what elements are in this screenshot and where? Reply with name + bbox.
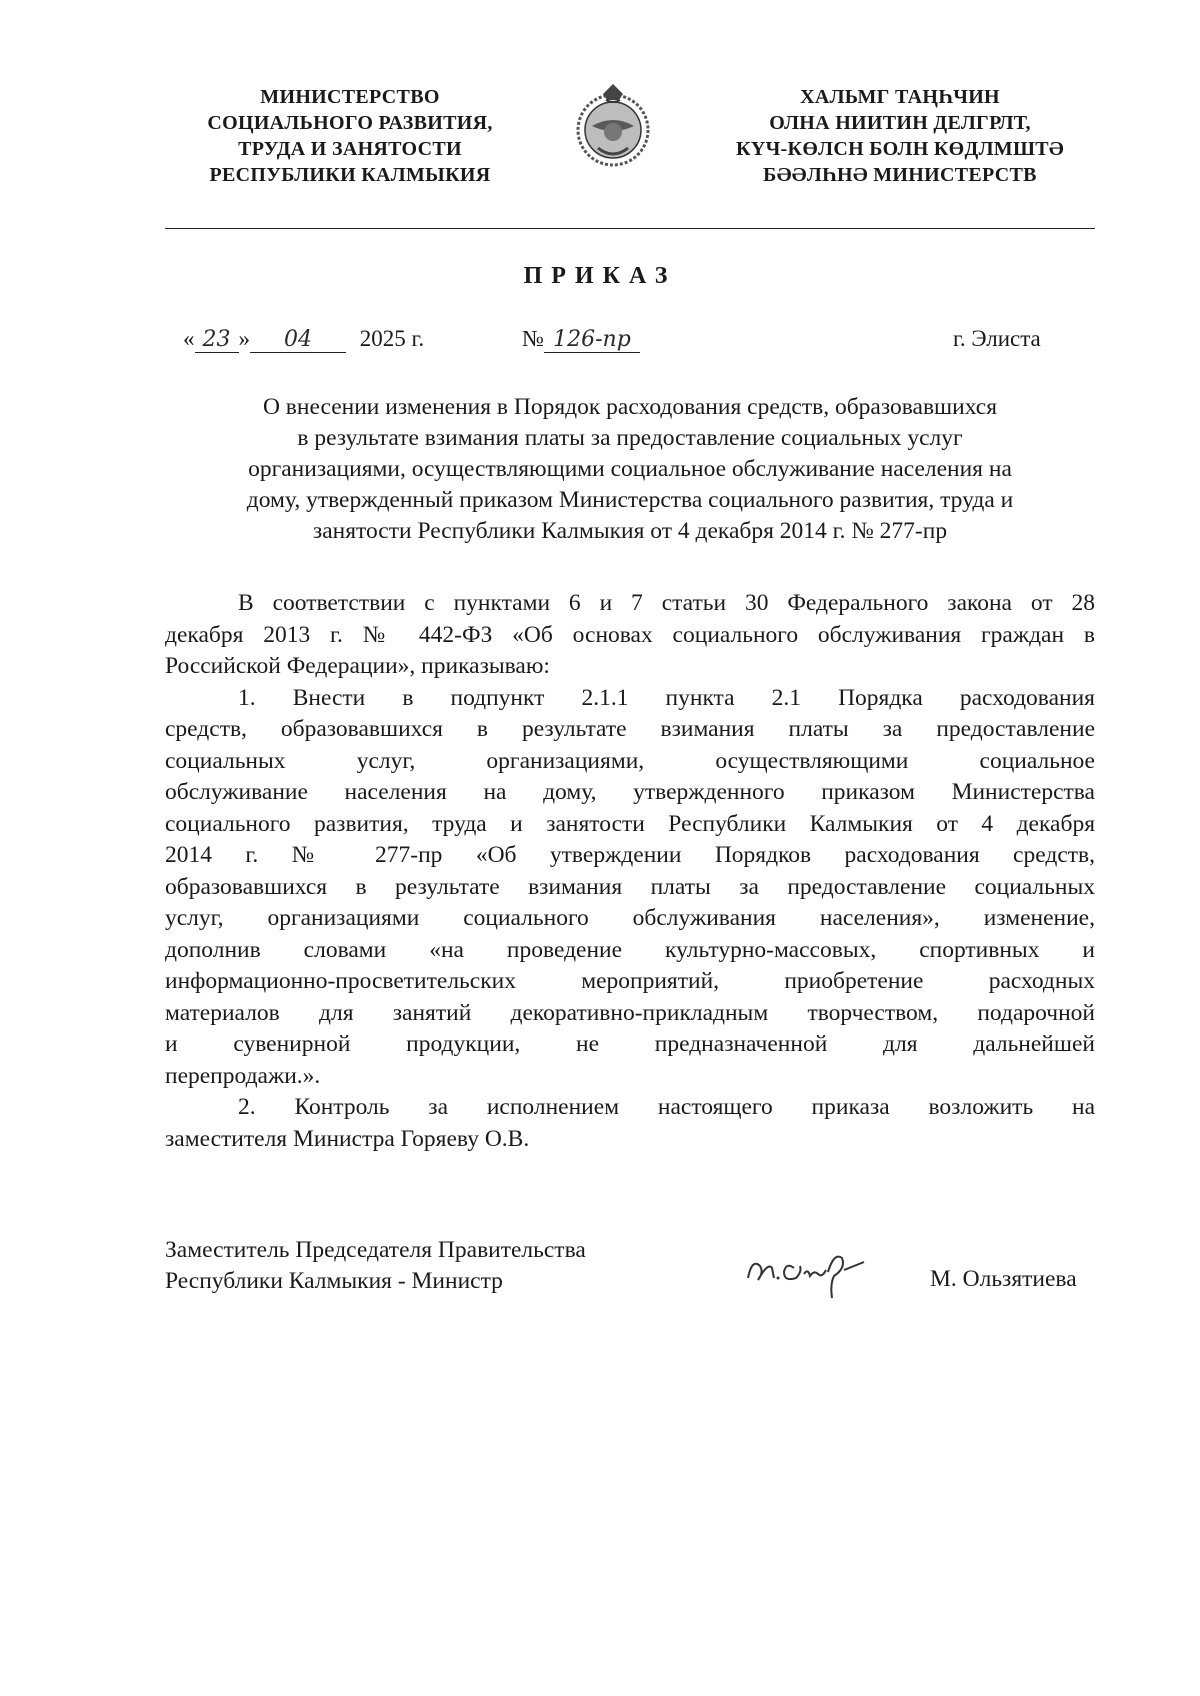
handwritten-signature — [742, 1238, 892, 1304]
signatory-position-line: Республики Калмыкия - Министр — [165, 1268, 503, 1294]
body-line: декабря 2013 г. № 442-ФЗ «Об основах социального обслуживания граждан в — [165, 621, 1095, 648]
body-line: дополнив словами «на проведение культурно-массовых, спортивных и — [165, 936, 1095, 963]
document-type: ПРИКАЗ — [523, 263, 677, 289]
signatory-position — [165, 1235, 586, 1297]
org-name-ru — [165, 84, 535, 188]
body-line: обслуживание населения на дому, утвержденного приказом Министерства — [165, 779, 1095, 805]
quote-open: « — [183, 326, 195, 351]
body-line: В соответствии с пунктами 6 и 7 статьи 30 Федерального закона от 28 — [238, 590, 1095, 616]
subject-line: организациями, осуществляющими социальное обслуживание населения на — [248, 456, 1012, 482]
body-line: заместителя Министра Горяеву О.В. — [165, 1125, 530, 1152]
body-line: 2. Контроль за исполнением настоящего приказа возложить на — [238, 1094, 1095, 1120]
body-line: 2014 г. № 277-пр «Об утверждении Порядков расходования средств, — [165, 842, 1095, 868]
body-line: социального развития, труда и занятости Республики Калмыкия от 4 декабря — [165, 810, 1095, 837]
body-line: и сувенирной продукции, не предназначенной для дальнейшей — [165, 1031, 1095, 1057]
body-line: средств, образовавшихся в результате взимания платы за предоставление — [165, 716, 1095, 742]
org-name-kalmyk-line: БӘӘЛҺНӘ МИНИСТЕРСТВ — [763, 164, 1037, 186]
org-name-ru-line: РЕСПУБЛИКИ КАЛМЫКИЯ — [209, 164, 491, 186]
org-name-kalmyk-line: ОЛНА НИИТИН ДЕЛГРЛТ, — [769, 112, 1031, 134]
number-value: 126-пр — [544, 328, 640, 353]
document-city: г. Элиста — [953, 326, 1041, 351]
subject-line: занятости Республики Калмыкия от 4 декабря 2014 г. № 277-пр — [312, 518, 948, 544]
body-line: материалов для занятий декоративно-прикладным творчеством, подарочной — [165, 999, 1095, 1026]
document-number — [522, 326, 640, 353]
signatory-position-line: Заместитель Председателя Правительства — [165, 1237, 586, 1263]
signer-name: М. Ользятиева — [930, 1266, 1077, 1292]
body-line: социальных услуг, организациями, осуществляющими социальное — [165, 747, 1095, 774]
body-line: информационно-просветительских мероприятий, приобретение расходных — [165, 968, 1095, 994]
date-year: 2025 г. — [359, 326, 425, 351]
org-name-ru-line: ТРУДА И ЗАНЯТОСТИ — [238, 138, 462, 160]
subject-line: О внесении изменения в Порядок расходования средств, образовавшихся — [262, 394, 998, 420]
org-name-ru-line: СОЦИАЛЬНОГО РАЗВИТИЯ, — [207, 112, 493, 134]
document-body — [165, 588, 1095, 1155]
body-line: образовавшихся в результате взимания платы за предоставление социальных — [165, 873, 1095, 900]
org-name-ru-line: МИНИСТЕРСТВО — [260, 86, 440, 108]
org-name-kalmyk-line: КҮЧ-КӨЛСН БОЛН КӨДЛМШТӘ — [736, 138, 1064, 160]
date-month: 04 — [250, 328, 346, 353]
document-date — [183, 326, 424, 353]
subject-line: в результате взимания платы за предоставление социальных услуг — [297, 425, 963, 451]
body-line: услуг, организациями социального обслуживания населения», изменение, — [165, 905, 1095, 931]
org-name-kalmyk — [690, 84, 1110, 188]
body-line: Российской Федерации», приказываю: — [165, 653, 550, 679]
org-name-kalmyk-line: ХАЛЬМГ ТАҢҺЧИН — [800, 86, 1000, 108]
body-line: 1. Внести в подпункт 2.1.1 пункта 2.1 Порядка расходования — [238, 684, 1095, 711]
quote-close: » — [238, 326, 250, 351]
date-day: 23 — [195, 328, 239, 353]
document-subject — [165, 392, 1095, 547]
subject-line: дому, утвержденный приказом Министерства социального развития, труда и — [246, 487, 1014, 513]
body-line: перепродажи.». — [165, 1062, 321, 1089]
number-sign: № — [522, 326, 544, 351]
header-divider — [165, 228, 1095, 229]
emblem-icon — [572, 80, 654, 172]
